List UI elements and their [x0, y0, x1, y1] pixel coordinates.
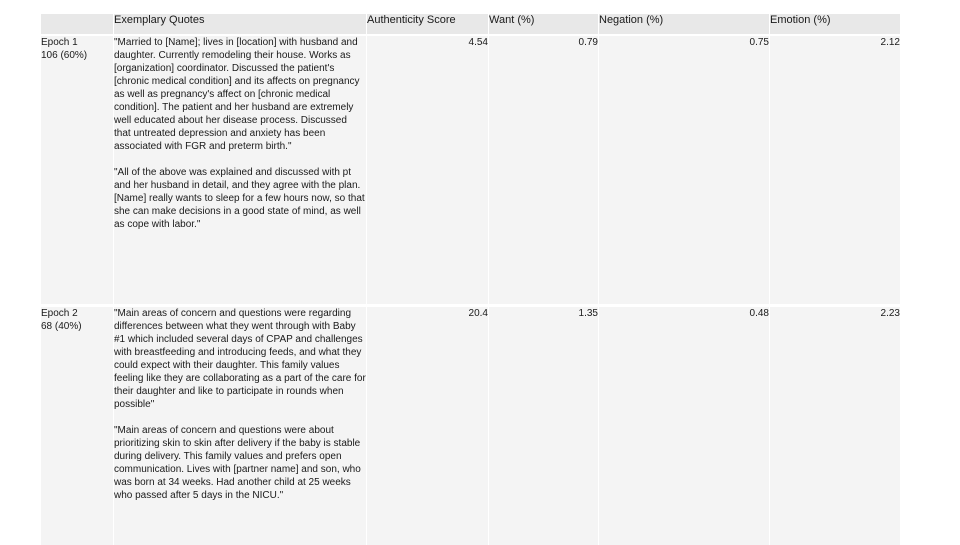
row-label — [41, 306, 114, 545]
authenticity-value: 20.4 — [367, 306, 489, 545]
want-value: 1.35 — [489, 306, 599, 545]
header-row — [41, 14, 901, 35]
row-label-epoch: Epoch 1 — [41, 36, 113, 49]
quote-text: "All of the above was explained and discussed with pt and her husband in detail, and they agree with the plan. [Name] really wants to sleep for a few hours now, so that she can make decisions in a good state of mind, as well as cope with labor." — [114, 166, 366, 231]
emotion-value: 2.12 — [770, 35, 901, 306]
quotes-cell — [114, 35, 367, 306]
header-want: Want (%) — [489, 14, 599, 35]
header-quotes: Exemplary Quotes — [114, 14, 367, 35]
header-blank — [41, 14, 114, 35]
row-label-count: 106 (60%) — [41, 49, 113, 62]
row-label — [41, 35, 114, 306]
header-authenticity: Authenticity Score — [367, 14, 489, 35]
table-row-epoch-2 — [41, 306, 901, 545]
negation-value: 0.75 — [599, 35, 770, 306]
negation-value: 0.48 — [599, 306, 770, 545]
quotes-cell — [114, 306, 367, 545]
results-table — [40, 14, 901, 545]
header-negation: Negation (%) — [599, 14, 770, 35]
row-label-count: 68 (40%) — [41, 320, 113, 333]
row-label-epoch: Epoch 2 — [41, 307, 113, 320]
want-value: 0.79 — [489, 35, 599, 306]
header-emotion: Emotion (%) — [770, 14, 901, 35]
quote-text: "Main areas of concern and questions were regarding differences between what they went through with Baby #1 which included several days of CPAP and challenges with breastfeeding and introducing feeds, and what they could expect with their daughter. This family values feeling like they are collaborating as a part of the care for their daughter and like to participate in rounds when possible" — [114, 307, 366, 411]
quote-text: "Main areas of concern and questions were about prioritizing skin to skin after delivery if the baby is stable during delivery. This family values and prefers open communication. Lives with [partner name] and son, who was born at 34 weeks. Had another child at 25 weeks who passed after 5 days in the NICU." — [114, 424, 366, 502]
emotion-value: 2.23 — [770, 306, 901, 545]
authenticity-value: 4.54 — [367, 35, 489, 306]
quote-text: "Married to [Name]; lives in [location] with husband and daughter. Currently remodeling their house. Works as [organization] coordinator. Discussed the patient's [chronic medical condition] and its affects on pregnancy as well as pregnancy's affect on [chronic medical condition]. The patient and her husband are extremely well educated about her disease process. Discussed that untreated depression and anxiety has been associated with FGR and preterm birth." — [114, 36, 366, 153]
table-row-epoch-1 — [41, 35, 901, 306]
